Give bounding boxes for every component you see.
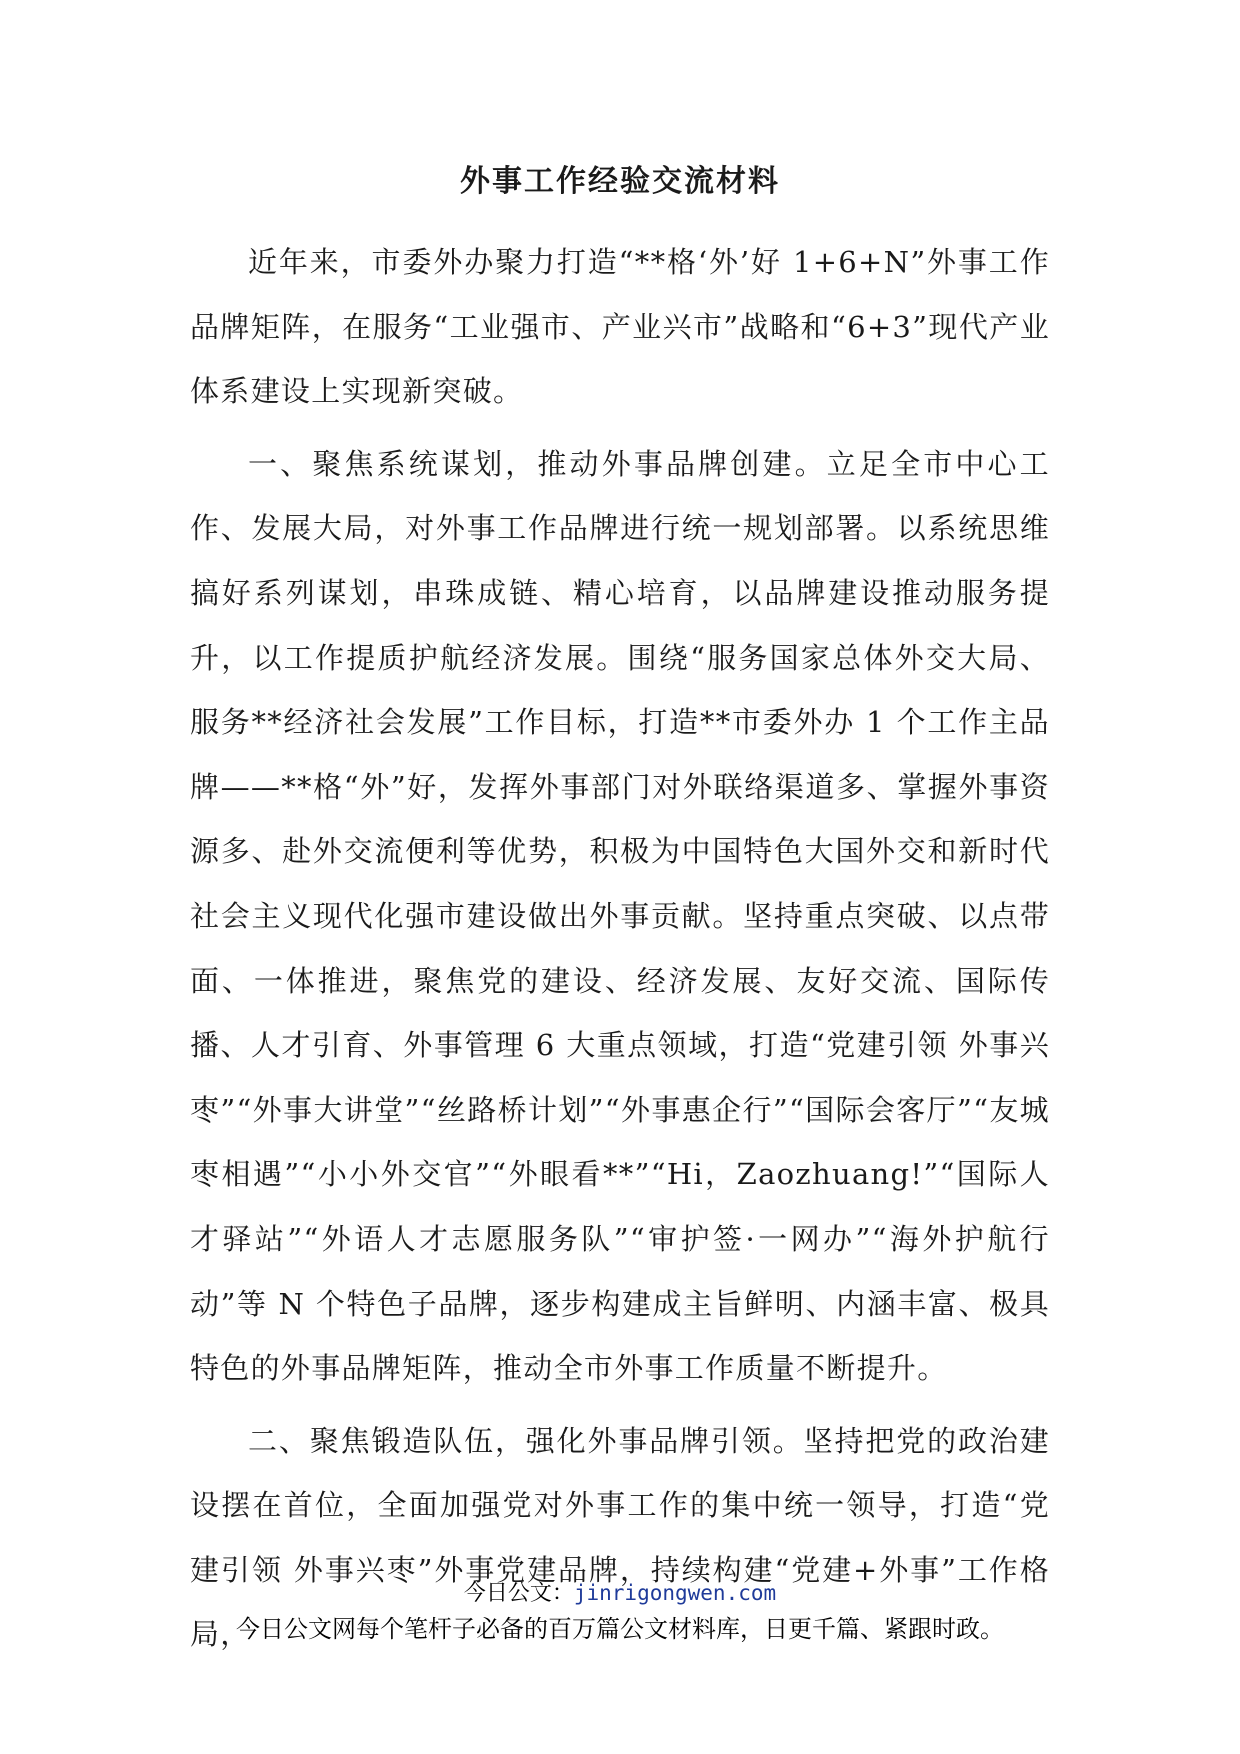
- document-title: 外事工作经验交流材料: [460, 164, 780, 199]
- paragraph-intro: 近年来，市委外办聚力打造“**格‘外’好 1+6+N”外事工作品牌矩阵，在服务“工业强市、产业兴市”战略和“6+3”现代产业体系建设上实现新突破。: [190, 245, 1050, 409]
- document-body: [190, 230, 1050, 1675]
- footer-site-url-link[interactable]: jinrigongwen.com: [573, 1581, 777, 1605]
- paragraph-section-two: 二、聚焦锻造队伍，强化外事品牌引领。坚持把党的政治建设摆在首位，全面加强党对外事工作的集中统一领导，打造“党建引领 外事兴枣”外事党建品牌，持续构建“党建+外事”工作格局，: [190, 1423, 1050, 1652]
- footer-site-label: 今日公文：: [463, 1581, 574, 1606]
- footer-site-line: [0, 1578, 1240, 1609]
- footer-slogan: 今日公文网每个笔杆子必备的百万篇公文材料库，日更千篇、紧跟时政。: [236, 1615, 1004, 1643]
- paragraph-section-one: 一、聚焦系统谋划，推动外事品牌创建。立足全市中心工作、发展大局，对外事工作品牌进行统一规划部署。以系统思维搞好系列谋划，串珠成链、精心培育，以品牌建设推动服务提升，以工作提质护航经济发展。围绕“服务国家总体外交大局、服务**经济社会发展”工作目标，打造**市委外办 1 个工作主品牌——**格“外”好，发挥外事部门对外联络渠道多、掌握外事资源多、赴外交流便利等优势，积极为中国特色大国外交和新时代社会主义现代化强市建设做出外事贡献。坚持重点突破、以点带面、一体推进，聚焦党的建设、经济发展、友好交流、国际传播、人才引育、外事管理 6 大重点领域，打造“党建引领 外事兴枣”“外事大讲堂”“丝路桥计划”“外事惠企行”“国际会客厅”“友城枣相遇”“小小外交官”“外眼看**”“Hi，Zaozhuang!”“国际人才驿站”“外语人才志愿服务队”“审护签·一网办”“海外护航行动”等 N 个特色子品牌，逐步构建成主旨鲜明、内涵丰富、极具特色的外事品牌矩阵，推动全市外事工作质量不断提升。: [190, 446, 1050, 1386]
